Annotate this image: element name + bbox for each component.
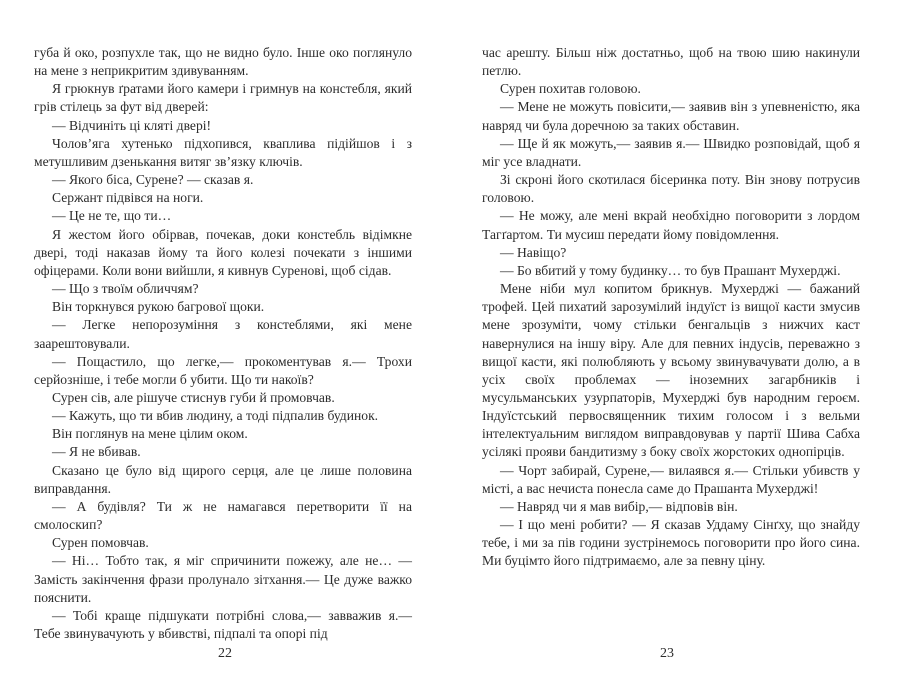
paragraph: Сурен сів, але рішуче стиснув губи й промовчав.	[52, 389, 335, 405]
paragraph: Чолов’яга хутенько підхопився, кваплива підійшов і з метушливим дзенькання витяг зв’язку ключів.	[34, 135, 412, 169]
paragraph: — Відчиніть ці кляті двері!	[52, 117, 212, 133]
paragraph: — Ще й як можуть,— заявив я.— Швидко розповідай, щоб я міг усе владнати.	[482, 135, 860, 169]
paragraph: — Тобі краще підшукати потрібні слова,— завважив я.— Тебе звинувачують у вбивстві, підпалі та опорі під	[34, 607, 412, 641]
paragraph: Мене ніби мул копитом брикнув. Мухерджі — бажаний трофей. Цей пихатий зарозумілий індуїст із вищої касти змусив мене зрозуміти, чому стільки бенгальців з нижчих каст навернулися на іншу віру. Але для певних індусів, переважно з вищої касти, які полюбляють у всьому звинувачувати долю, а в усіх своїх проблемах — іноземних загарбників і мусульманських узурпаторів, Мухерджі був народним героєм. Індуїстський первосвященник тихим голосом і з вельми інтелектуальним виглядом виправдовував у партії Шива Сабха усілякі прояви бандитизму з боку своїх жорстоких однопірців.	[482, 281, 860, 460]
paragraph: — Навіщо?	[500, 244, 567, 260]
paragraph: Сурен помовчав.	[52, 535, 149, 551]
paragraph: Зі скроні його скотилася бісеринка поту. Він знову потрусив головою.	[482, 172, 860, 206]
paragraph: — Мене не можуть повісити,— заявив він з упевненістю, яка навряд чи була доречною за таких обставин.	[482, 99, 860, 133]
paragraph: Він поглянув на мене цілим оком.	[52, 426, 248, 442]
paragraph: — Ні… Тобто так, я міг спричинити пожежу, але не… — Замість закінчення фрази пролунало зітхання.— Це дуже важко пояснити.	[34, 553, 412, 605]
paragraph: — Пощастило, що легке,— прокоментував я.— Трохи серйозніше, і тебе могли б убити. Що ти накоїв?	[34, 353, 412, 387]
paragraph: Сурен похитав головою.	[500, 81, 641, 97]
paragraph: — Навряд чи я мав вибір,— відповів він.	[500, 498, 738, 514]
paragraph: — А будівля? Ти ж не намагався перетворити її на смолоскип?	[34, 498, 412, 533]
paragraph: час арешту. Більш ніж достатньо, щоб на твою шию накинули петлю.	[482, 45, 860, 79]
page-number-left: 22	[218, 646, 232, 661]
paragraph: Я жестом його обірвав, почекав, доки констебль відімкне двері, тоді наказав йому та його колезі почекати з іншими офіцерами. Коли вони вийшли, я кивнув Суренові, щоб сідав.	[34, 226, 412, 278]
paragraph: Я грюкнув ґратами його камери і гримнув на констебля, який грів стілець за фут від дверей:	[34, 81, 412, 115]
paragraph: губа й око, розпухле так, що не видно було. Інше око поглянуло на мене з неприкритим здивуванням.	[34, 45, 412, 79]
paragraph: — Не можу, але мені вкрай необхідно поговорити з лордом Тагґартом. Ти мусиш передати йому повідомлення.	[482, 208, 860, 242]
paragraph: — Це не те, що ти…	[52, 208, 172, 224]
page-number-right: 23	[660, 646, 674, 661]
paragraph: — Легке непорозуміння з констеблями, які мене заарештовували.	[34, 317, 412, 351]
paragraph: Сержант підвівся на ноги.	[52, 190, 204, 206]
paragraph: — Що з твоїм обличчям?	[52, 281, 199, 297]
paragraph: — Кажуть, що ти вбив людину, а тоді підпалив будинок.	[52, 408, 379, 424]
paragraph: — Якого біса, Сурене? — сказав я.	[52, 172, 254, 188]
paragraph: Сказано це було від щирого серця, але це лише половина виправдання.	[34, 462, 412, 496]
paragraph: — Чорт забирай, Сурене,— вилаявся я.— Стільки убивств у місті, а вас нечиста понесла саме до Прашанта Мухерджі!	[482, 462, 860, 496]
right-page	[482, 44, 860, 571]
paragraph: — Бо вбитий у тому будинку… то був Прашант Мухерджі.	[500, 262, 841, 278]
paragraph: Він торкнувся рукою багрової щоки.	[52, 299, 265, 315]
paragraph: — Я не вбивав.	[52, 444, 141, 460]
left-page	[34, 44, 412, 643]
paragraph: — І що мені робити? — Я сказав Уддаму Сінґху, що знайду тебе, і ми за пів години зустрінемось поговорити про його сина. Ми буцімто його підтримаємо, але за певну ціну.	[482, 517, 860, 569]
